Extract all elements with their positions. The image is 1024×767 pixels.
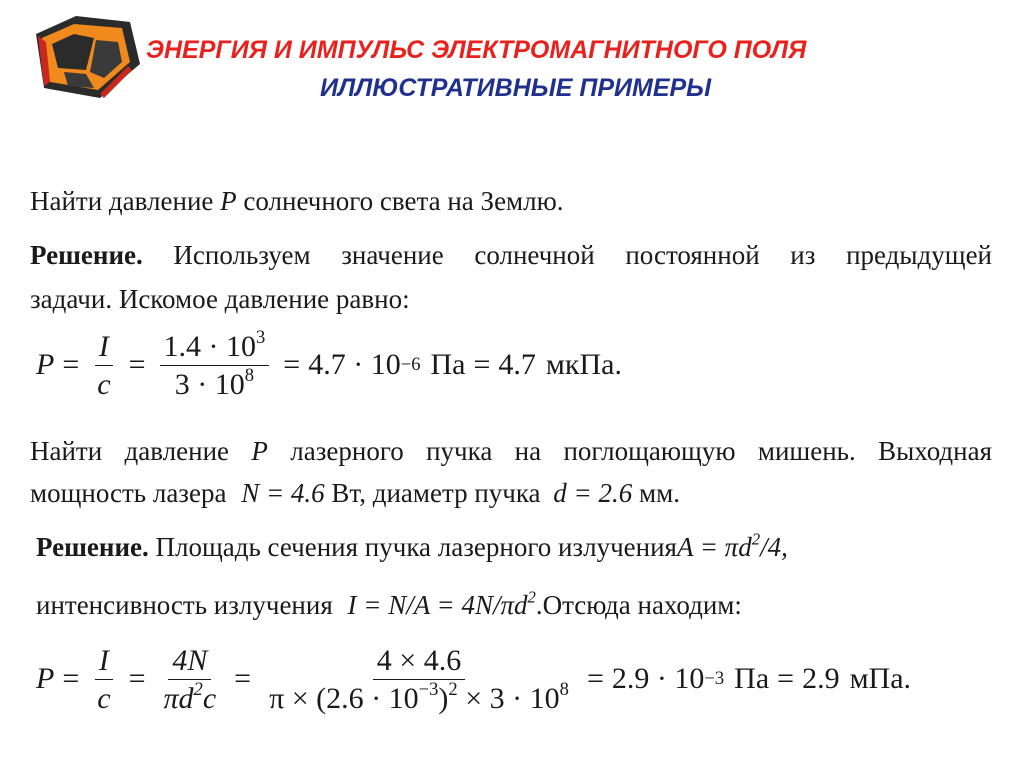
problem2-intensity: интенсивность излучения $I = N/A = 4N/\pi d^2.Отсюда$ находим: — [36, 587, 742, 620]
logo — [24, 6, 146, 106]
problem2-solution: Решение. Площадь сечения пучка лазерного излученияA = $\pi d^2/4$, — [36, 529, 788, 562]
fraction-4n-over-pid2c: $\frac{4N}{\pi d^2c}$ — [163, 643, 217, 715]
problem1-statement: Найти давление P солнечного света на Землю. — [30, 186, 564, 216]
fraction-i-over-c: $\frac{I}{c}$ — [93, 330, 114, 401]
fraction-numeric: $\frac{4 \times 4.6}{\pi \times (2.6 \cdot 10^{-3})^2 \times 3 \cdot 10^8}$ — [269, 643, 569, 715]
problem2-line2: мощность лазера N = 4.6 Вт, диаметр пучка d = 2.6 мм. — [30, 478, 680, 508]
logo-cube-icon — [24, 6, 146, 106]
title-line-1: ЭНЕРГИЯ И ИМПУЛЬС ЭЛЕКТРОМАГНИТНОГО ПОЛЯ — [146, 36, 807, 64]
problem1-solution-line2: задачи. Искомое давление равно: — [30, 284, 410, 314]
var-p: P — [220, 186, 237, 216]
fraction-values: $\frac{1.4 \cdot 10^3}{3 \cdot 10^8}$ — [160, 330, 270, 401]
problem2-line1: Найти давление P лазерного пучка на поглощающую мишень. Выходная — [30, 436, 993, 466]
solution-label: Решение. — [30, 240, 143, 270]
title-line-2: ИЛЛЮСТРАТИВНЫЕ ПРИМЕРЫ — [320, 74, 712, 102]
fraction-i-over-c-2: $\frac{I}{c}$ — [93, 644, 114, 715]
problem2-formula: P = $\frac{I}{c}$ = $\frac{4N}{\pi d^2c}$ = $\frac{4 \times 4.6}{\pi \times (2.6 \cdot 10^{-3})^2 \times 3 \cdot 10^8}$ = 2.9 · 10 −3 Па = 2.9 мПа. — [36, 643, 912, 715]
problem1-formula: P = $\frac{I}{c}$ = $\frac{1.4 \cdot 10^3}{3 \cdot 10^8}$ = 4.7 · 10 −6 Па = 4.7 мкПа. — [36, 326, 622, 401]
problem1-solution-line1: Решение. Используем значение солнечной постоянной из предыдущей — [30, 240, 992, 270]
